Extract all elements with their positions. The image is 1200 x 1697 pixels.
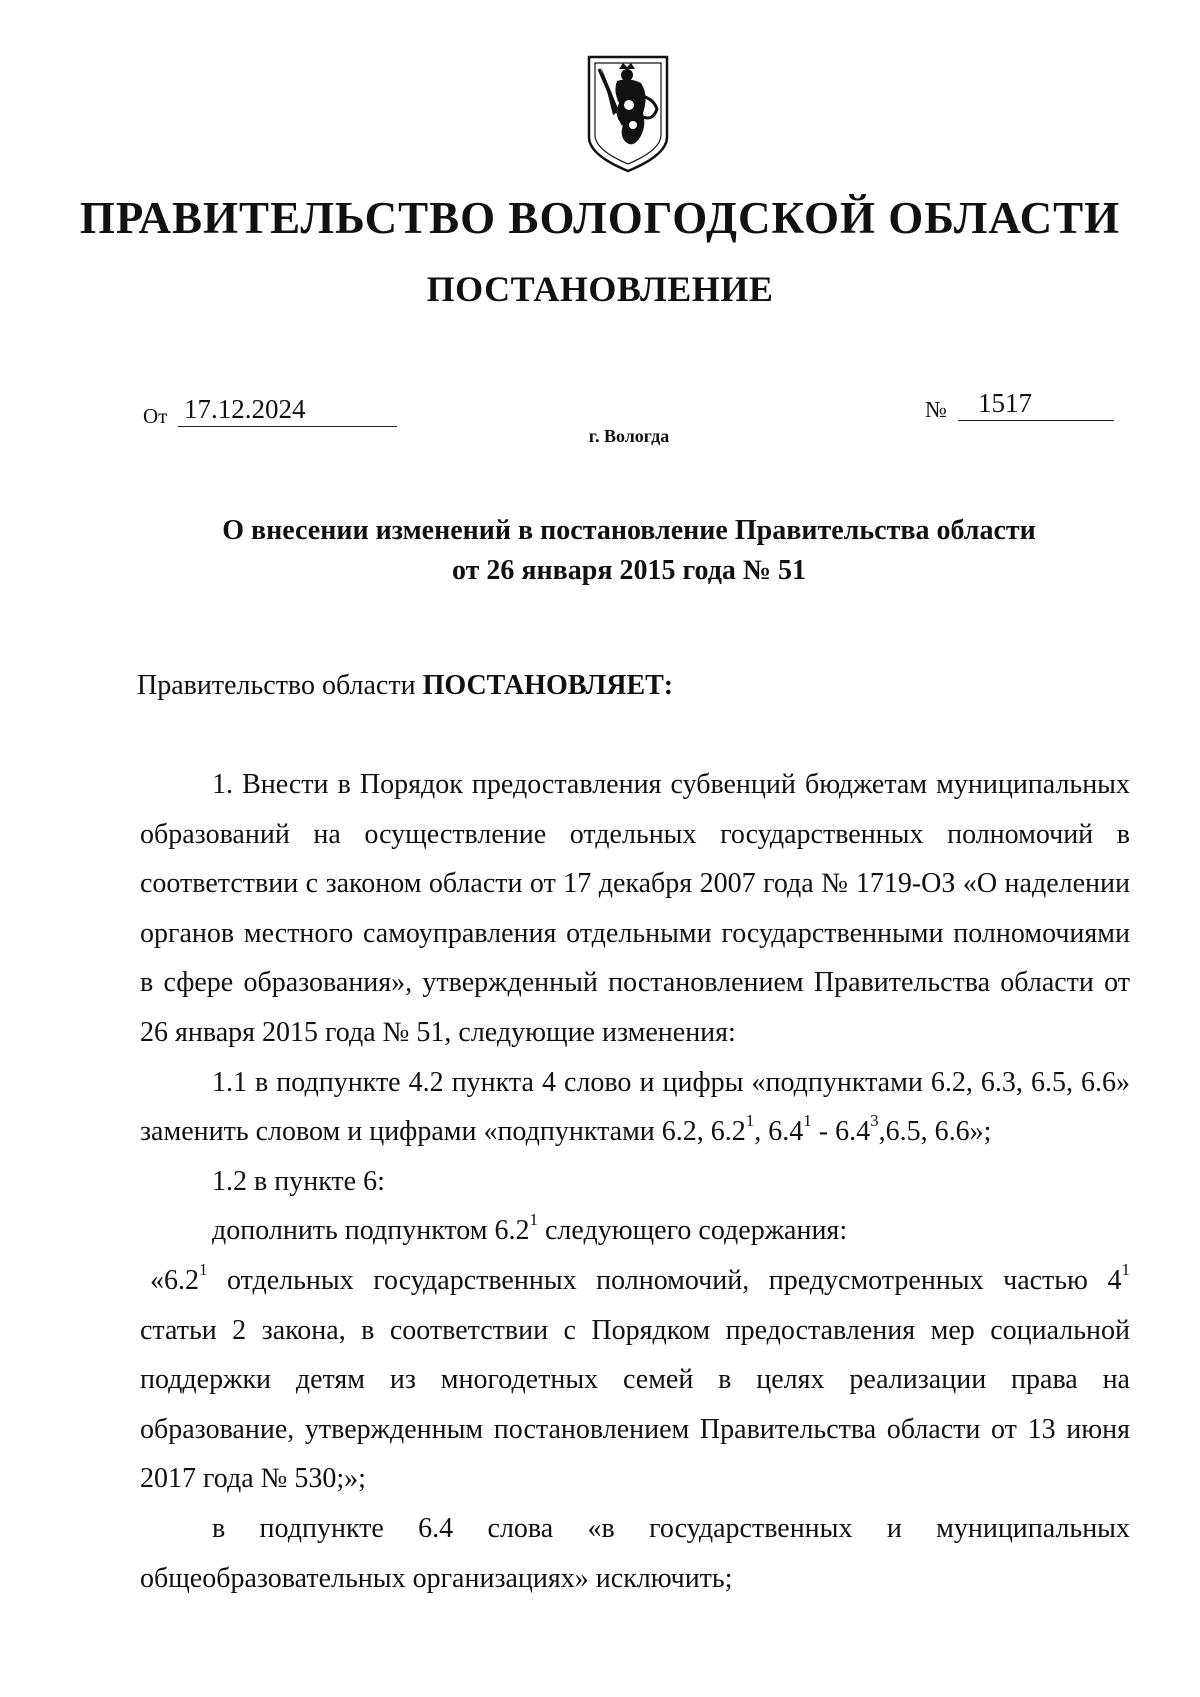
paragraph-6-4: в подпункте 6.4 слова «в государственных и муниципальных общеобразовательных организациях» исключить; (140, 1512, 1130, 1594)
superscript: 1 (803, 1110, 812, 1130)
superscript: 1 (745, 1110, 755, 1130)
paragraph-6-2-1 (140, 1256, 1130, 1504)
document-subject (0, 511, 1200, 591)
government-title: ПРАВИТЕЛЬСТВО ВОЛОГОДСКОЙ ОБЛАСТИ (79, 193, 1121, 243)
superscript: 1 (199, 1259, 208, 1279)
paragraph-1-1-text: 1.1 в подпункте 4.2 пункта 4 слово и цифры «подпунктами 6.2, 6.3, 6.5, 6.6» заменить словом и цифрами «подпунктами 6.2, 6.2 (140, 1066, 1130, 1148)
city-name: г. Вологда (588, 426, 670, 446)
document-body (140, 760, 1130, 1603)
paragraph-1: 1. Внести в Порядок предоставления субвенций бюджетам муниципальных образований на осуществление отдельных государственных полномочий в соответствии с законом области от 17 декабря 2007 года № 1719-ОЗ «О наделении органов местного самоуправления отдельными государственными полномочиями в сфере образования», утвержденный постановлением Правительства области от 26 января 2015 года № 51, следующие изменения: (140, 769, 1130, 1048)
paragraph-supplement (140, 1206, 1130, 1256)
preamble (137, 670, 673, 702)
paragraph-supplement-text: следующего содержания: (538, 1215, 848, 1247)
paragraph-supplement-text: дополнить подпунктом 6.2 (212, 1215, 530, 1247)
coat-of-arms-emblem (583, 55, 673, 173)
paragraph-1-2: 1.2 в пункте 6: (212, 1165, 385, 1197)
paragraph-1-1-text: , 6.4 (754, 1116, 804, 1148)
paragraph-6-2-1-text: статьи 2 закона, в соответствии с Порядком предоставления мер социальной поддержки детям из многодетных семей в целях реализации права на образование, утвержденным постановлением Правительства области от 13 июня 2017 года № 530;»; (140, 1314, 1130, 1495)
paragraph-6-2-1-text: «6.2 (150, 1264, 199, 1296)
subject-line-1: О внесении изменений в постановление Правительства области (222, 515, 1036, 546)
paragraph-1-1 (140, 1058, 1130, 1157)
superscript: 1 (529, 1210, 538, 1230)
paragraph-6-2-1-text: отдельных государственных полномочий, предусмотренных частью 4 (207, 1264, 1122, 1296)
paragraph-1-1-text: - 6.4 (811, 1116, 871, 1148)
number-label: № (925, 397, 947, 422)
superscript: 1 (1121, 1259, 1130, 1279)
document-number: 1517 (958, 387, 1114, 421)
date-label: От (143, 404, 168, 428)
paragraph-1-1-text: ,6.5, 6.6»; (878, 1116, 992, 1148)
document-date: 17.12.2024 (178, 392, 397, 427)
preamble-text: Правительство области (137, 670, 423, 701)
superscript: 3 (870, 1110, 879, 1130)
document-type-heading: ПОСТАНОВЛЕНИЕ (426, 269, 774, 309)
subject-line-2: от 26 января 2015 года № 51 (451, 555, 807, 586)
preamble-emphasis: ПОСТАНОВЛЯЕТ: (422, 670, 674, 701)
